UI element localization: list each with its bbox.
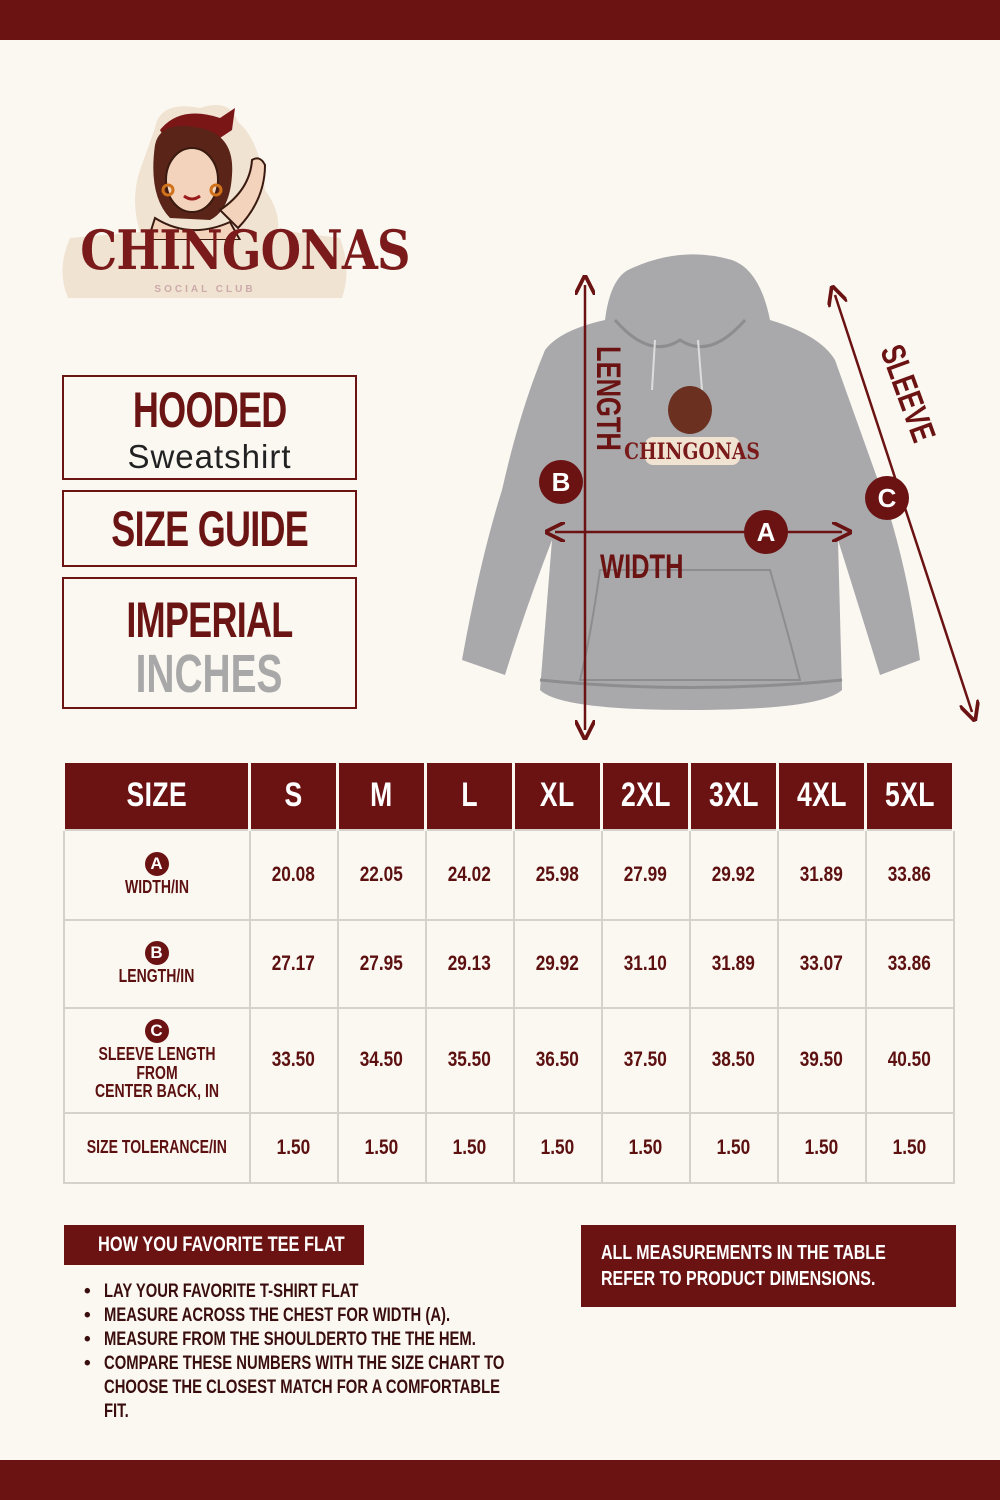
header-size-col: 4XL [778, 762, 866, 830]
product-title-box [62, 375, 357, 480]
table-cell: 33.07 [778, 920, 866, 1008]
marker-c-badge: C [145, 1019, 169, 1043]
brand-logo [60, 100, 410, 310]
marker-b-badge: B [145, 941, 169, 965]
table-cell: 1.50 [866, 1113, 954, 1183]
unit-title: INCHES [136, 644, 283, 704]
header-size-col: 5XL [866, 762, 954, 830]
header-size-col: 3XL [690, 762, 778, 830]
marker-a-text: A [756, 517, 776, 547]
table-cell: 31.89 [690, 920, 778, 1008]
table-cell: 38.50 [690, 1008, 778, 1113]
list-item: • MEASURE ACROSS THE CHEST FOR WIDTH (A). [84, 1304, 524, 1328]
brand-tagline: SOCIAL CLUB [154, 284, 256, 295]
row-label-width: A WIDTH/IN [64, 830, 250, 920]
header-size-col: S [250, 762, 338, 830]
table-cell: 33.86 [866, 830, 954, 920]
table-cell: 1.50 [338, 1113, 426, 1183]
table-cell: 34.50 [338, 1008, 426, 1113]
guide-title-box [62, 490, 357, 567]
guide-title: SIZE GUIDE [111, 501, 308, 557]
row-label-tolerance: SIZE TOLERANCE/IN [64, 1113, 250, 1183]
table-cell: 31.89 [778, 830, 866, 920]
product-title: HOODED [132, 382, 287, 438]
table-cell: 24.02 [426, 830, 514, 920]
header-size-col: XL [514, 762, 602, 830]
top-band [0, 0, 1000, 40]
hoodie-shape [462, 254, 920, 710]
length-label: LENGTH [589, 346, 627, 451]
table-row-sleeve [64, 1008, 954, 1113]
table-row-length [64, 920, 954, 1008]
unit-title-box [62, 577, 357, 709]
header-size: SIZE [64, 762, 250, 830]
width-label: WIDTH [600, 548, 684, 586]
list-item: • MEASURE FROM THE SHOULDERTO THE THE HEM. [84, 1328, 524, 1352]
table-cell: 1.50 [690, 1113, 778, 1183]
header-size-col: 2XL [602, 762, 690, 830]
table-cell: 35.50 [426, 1008, 514, 1113]
table-cell: 29.92 [514, 920, 602, 1008]
header-size-col: M [338, 762, 426, 830]
list-item: • COMPARE THESE NUMBERS WITH THE SIZE CHART TO CHOOSE THE CLOSEST MATCH FOR A COMFORTABLE FIT. [84, 1352, 524, 1424]
table-cell: 20.08 [250, 830, 338, 920]
table-cell: 33.86 [866, 920, 954, 1008]
table-cell: 39.50 [778, 1008, 866, 1113]
measurement-note: ALL MEASUREMENTS IN THE TABLE REFER TO PRODUCT DIMENSIONS. [581, 1225, 956, 1307]
table-cell: 22.05 [338, 830, 426, 920]
product-subtitle: Sweatshirt [127, 438, 292, 475]
table-header-row [64, 762, 954, 830]
marker-a-badge: A [145, 852, 169, 876]
table-cell: 33.50 [250, 1008, 338, 1113]
size-table [62, 760, 955, 1184]
system-title: IMPERIAL [126, 592, 293, 648]
table-cell: 1.50 [250, 1113, 338, 1183]
howto-heading: HOW YOU FAVORITE TEE FLAT [64, 1225, 364, 1265]
table-row-width [64, 830, 954, 920]
list-item: • LAY YOUR FAVORITE T-SHIRT FLAT [84, 1280, 524, 1304]
table-cell: 29.13 [426, 920, 514, 1008]
row-label-length: B LENGTH/IN [64, 920, 250, 1008]
bottom-band [0, 1460, 1000, 1500]
row-label-sleeve: C SLEEVE LENGTH FROM CENTER BACK, IN [64, 1008, 250, 1113]
marker-c-text: C [877, 483, 897, 513]
sleeve-label: SLEEVE [872, 339, 943, 448]
table-cell: 1.50 [602, 1113, 690, 1183]
table-cell: 1.50 [426, 1113, 514, 1183]
chest-print-text: CHINGONAS [624, 438, 760, 465]
table-cell: 37.50 [602, 1008, 690, 1113]
table-cell: 36.50 [514, 1008, 602, 1113]
table-cell: 27.99 [602, 830, 690, 920]
brand-wordmark: CHINGONAS [80, 218, 410, 282]
table-cell: 25.98 [514, 830, 602, 920]
hoodie-diagram [440, 240, 990, 740]
header-size-col: L [426, 762, 514, 830]
marker-b-text: B [551, 467, 571, 497]
table-cell: 40.50 [866, 1008, 954, 1113]
table-cell: 29.92 [690, 830, 778, 920]
table-cell: 31.10 [602, 920, 690, 1008]
table-cell: 1.50 [514, 1113, 602, 1183]
table-row-tolerance [64, 1113, 954, 1183]
table-cell: 27.17 [250, 920, 338, 1008]
table-cell: 27.95 [338, 920, 426, 1008]
howto-list [84, 1280, 524, 1424]
table-cell: 1.50 [778, 1113, 866, 1183]
